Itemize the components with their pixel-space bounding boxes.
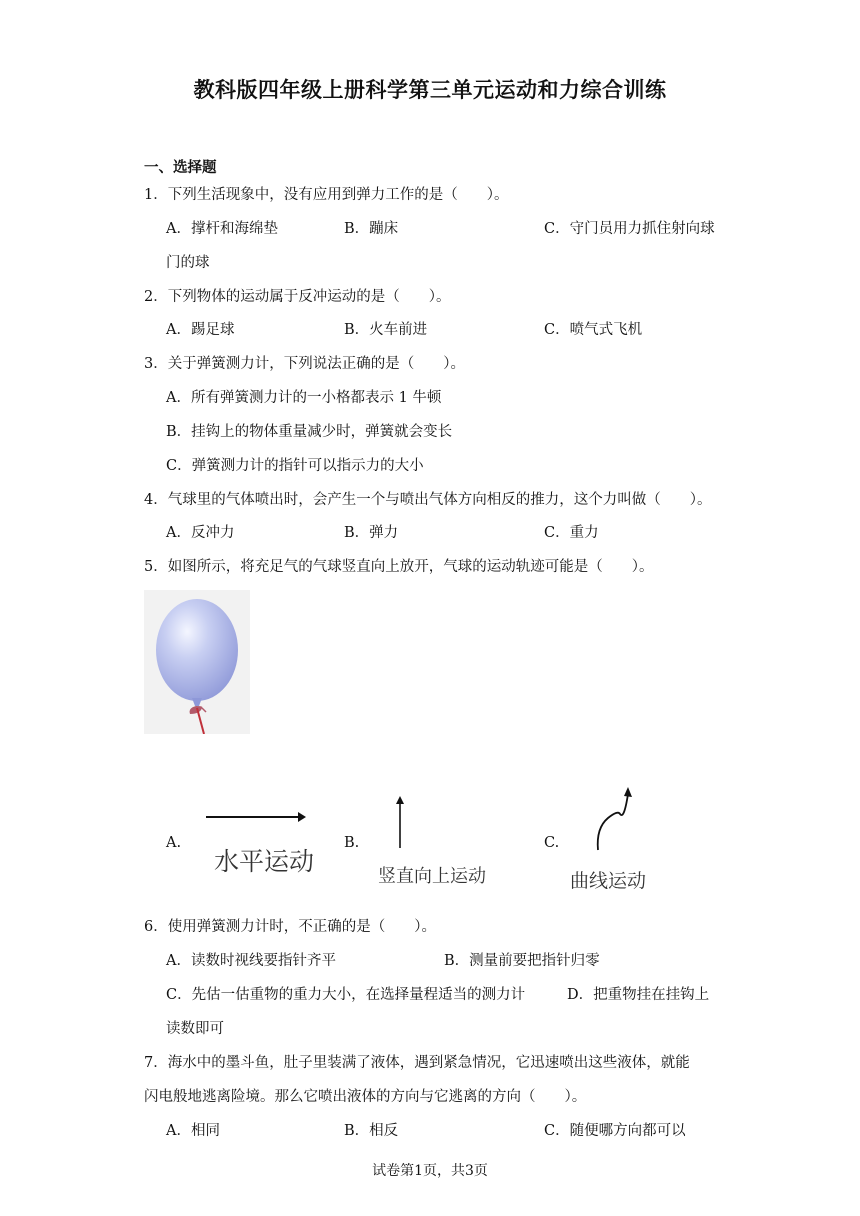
- question-3-option-a: A．所有弹簧测力计的一小格都表示 1 牛顿: [166, 390, 442, 406]
- option-c-figure: [590, 784, 640, 854]
- question-6-option-c: C．先估一估重物的重力大小，在选择量程适当的测力计: [166, 987, 526, 1003]
- question-2-stem: 2．下列物体的运动属于反冲运动的是（ ）。: [144, 289, 451, 305]
- question-5-option-a: A.: [166, 835, 182, 851]
- question-4-stem: 4．气球里的气体喷出时，会产生一个与喷出气体方向相反的推力，这个力叫做（ ）。: [144, 492, 712, 508]
- question-2-option-a: A．踢足球: [166, 322, 235, 338]
- caption-horizontal-motion: 水平运动: [214, 847, 315, 876]
- question-2-option-c: C．喷气式飞机: [544, 322, 643, 338]
- question-5-stem: 5．如图所示，将充足气的气球竖直向上放开，气球的运动轨迹可能是（ ）。: [144, 559, 654, 575]
- question-1-option-a: A．撑杆和海绵垫: [166, 221, 278, 237]
- question-3-option-c: C．弹簧测力计的指针可以指示力的大小: [166, 458, 424, 474]
- caption-curve-motion: 曲线运动: [570, 870, 647, 892]
- question-6-option-d-continued: 读数即可: [166, 1021, 224, 1037]
- question-7-option-c: C．随便哪方向都可以: [544, 1123, 686, 1139]
- balloon-image: [144, 590, 250, 734]
- question-6-option-d: D．把重物挂在挂钩上: [567, 987, 710, 1003]
- question-4-option-c: C．重力: [544, 525, 599, 541]
- question-4-option-b: B．弹力: [344, 525, 399, 541]
- page-title: 教科版四年级上册科学第三单元运动和力综合训练: [193, 77, 667, 102]
- caption-vertical-up-motion: 竖直向上运动: [378, 866, 486, 887]
- question-7-stem-line2: 闪电般地逃离险境。那么它喷出液体的方向与它逃离的方向（ ）。: [144, 1089, 587, 1105]
- question-1-option-c: C．守门员用力抓住射向球: [544, 221, 715, 237]
- question-6-stem: 6．使用弹簧测力计时，不正确的是（ ）。: [144, 919, 436, 935]
- question-5-option-b: B.: [344, 835, 360, 851]
- up-arrow-icon: [390, 794, 410, 850]
- question-7-option-a: A．相同: [166, 1123, 220, 1139]
- balloon-icon: [144, 590, 250, 734]
- question-4-option-a: A．反冲力: [166, 525, 235, 541]
- question-1-stem: 1．下列生活现象中，没有应用到弹力工作的是（ ）。: [144, 187, 509, 203]
- question-1-option-c-continued: 门的球: [166, 255, 210, 271]
- question-3-stem: 3．关于弹簧测力计，下列说法正确的是（ ）。: [144, 356, 465, 372]
- page-footer: 试卷第1页，共3页: [372, 1163, 488, 1179]
- option-b-figure: [390, 794, 410, 850]
- question-1-option-b: B．蹦床: [344, 221, 399, 237]
- question-7-option-b: B．相反: [344, 1123, 399, 1139]
- question-6-option-b: B．测量前要把指针归零: [444, 953, 600, 969]
- curved-arrow-icon: [590, 784, 640, 854]
- right-arrow-icon: [200, 802, 340, 832]
- question-7-stem-line1: 7．海水中的墨斗鱼，肚子里装满了液体，遇到紧急情况，它迅速喷出这些液体，就能: [144, 1055, 690, 1071]
- question-5-option-c: C.: [544, 835, 560, 851]
- section-heading: 一、选择题: [144, 159, 217, 176]
- question-2-option-b: B．火车前进: [344, 322, 428, 338]
- question-6-option-a: A．读数时视线要指针齐平: [166, 953, 336, 969]
- question-3-option-b: B．挂钩上的物体重量减少时，弹簧就会变长: [166, 424, 453, 440]
